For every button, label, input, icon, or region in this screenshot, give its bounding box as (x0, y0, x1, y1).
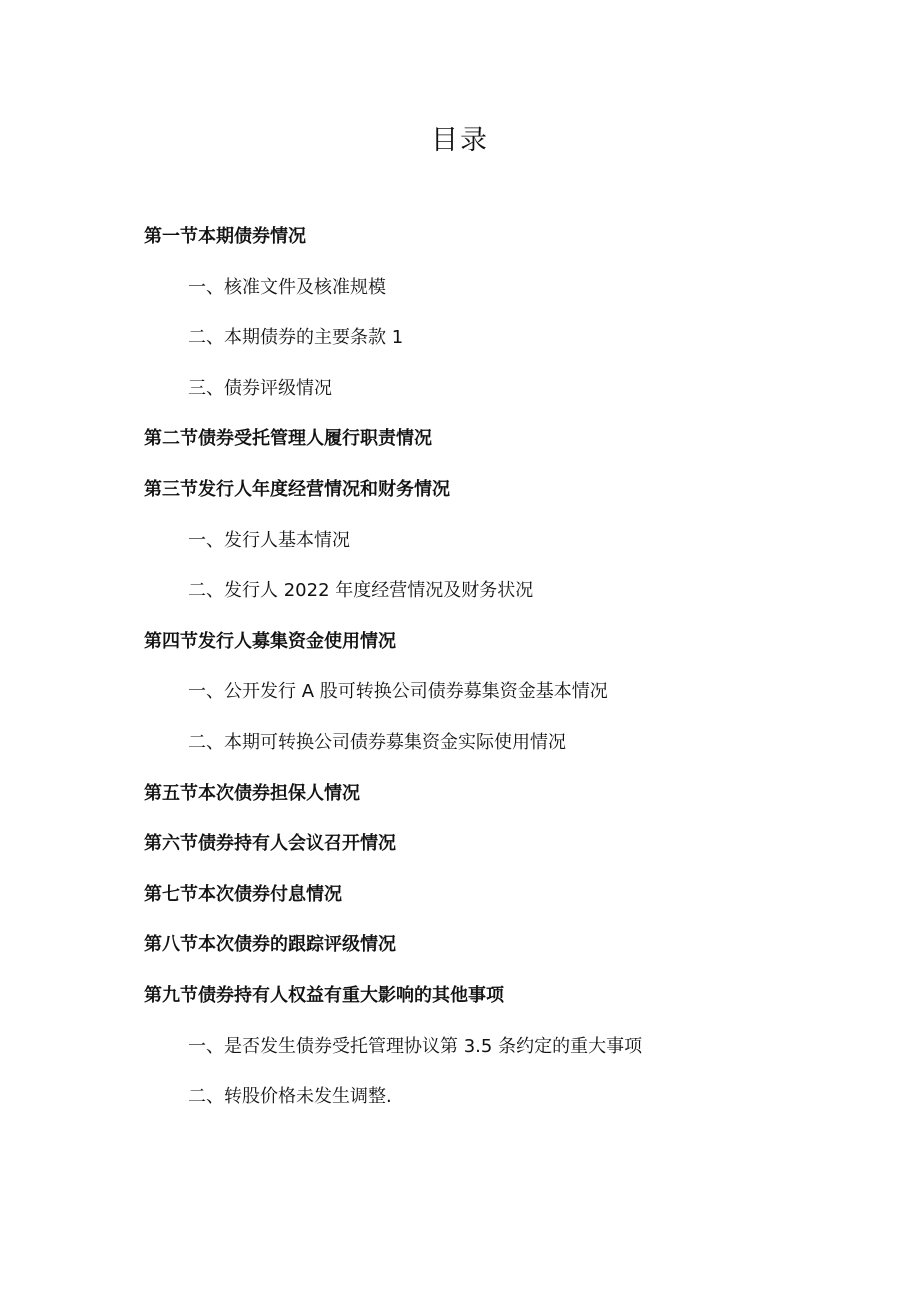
toc-subsection-9-2[interactable]: 二、转股价格未发生调整. (188, 1086, 392, 1108)
toc-list (0, 220, 920, 1131)
toc-subsection-4-1[interactable]: 一、公开发行 A 股可转换公司债券募集资金基本情况 (188, 681, 608, 703)
toc-section-1[interactable]: 第一节本期债券情况 (144, 226, 306, 247)
toc-section-2[interactable]: 第二节债券受托管理人履行职责情况 (144, 428, 432, 450)
toc-section-9[interactable]: 第九节债券持有人权益有重大影响的其他事项 (144, 984, 504, 1006)
toc-subsection-3-2[interactable]: 二、发行人 2022 年度经营情况及财务状况 (188, 580, 534, 602)
toc-subsection-1-1[interactable]: 一、核准文件及核准规模 (188, 276, 386, 298)
toc-section-5[interactable]: 第五节本次债券担保人情况 (144, 782, 360, 804)
toc-section-6[interactable]: 第六节债券持有人会议召开情况 (144, 833, 396, 855)
toc-section-8[interactable]: 第八节本次债券的跟踪评级情况 (144, 934, 396, 956)
toc-subsection-9-1[interactable]: 一、是否发生债券受托管理协议第 3.5 条约定的重大事项 (188, 1035, 643, 1057)
toc-subsection-4-2[interactable]: 二、本期可转换公司债券募集资金实际使用情况 (188, 731, 566, 753)
toc-section-3[interactable]: 第三节发行人年度经营情况和财务情况 (144, 478, 450, 500)
toc-subsection-1-3[interactable]: 三、债券评级情况 (188, 377, 332, 399)
toc-section-7[interactable]: 第七节本次债券付息情况 (144, 883, 342, 905)
toc-subsection-3-1[interactable]: 一、发行人基本情况 (188, 529, 350, 551)
toc-subsection-1-2[interactable]: 二、本期债券的主要条款 1 (188, 327, 404, 349)
toc-title: 目录 (431, 125, 489, 156)
toc-section-4[interactable]: 第四节发行人募集资金使用情况 (144, 630, 396, 652)
